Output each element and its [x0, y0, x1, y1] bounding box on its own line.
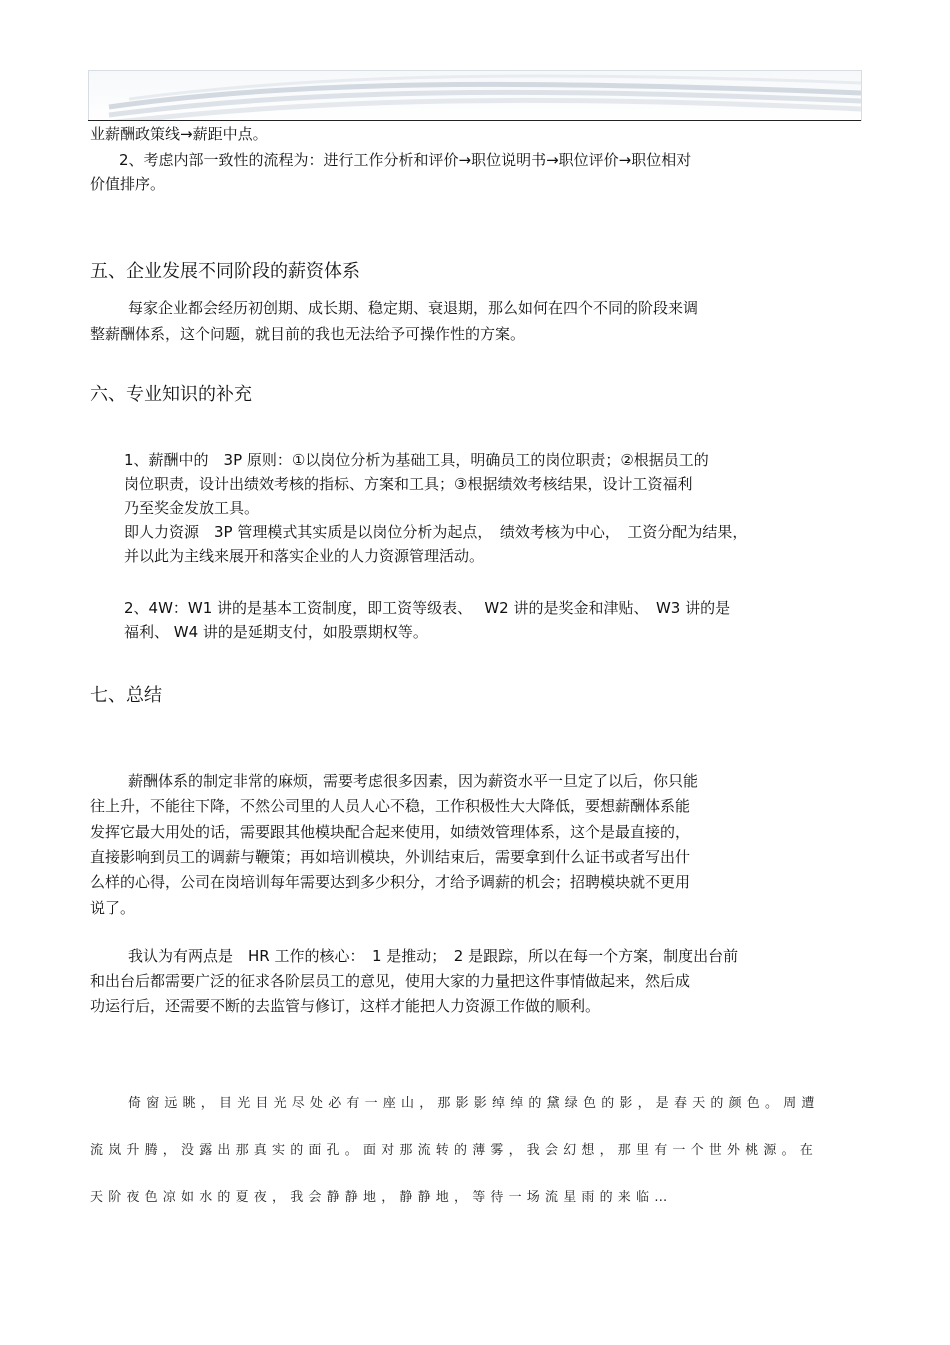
- closing-line: 流岚升腾，没露出那真实的面孔。面对那流转的薄雾，我会幻想，那里有一个世外桃源。在: [90, 1143, 819, 1158]
- continuation-line: 业薪酬政策线→薪距中点。: [90, 125, 268, 143]
- list-item-line: 即人力资源 3P 管理模式其实质是以岗位分析为起点， 绩效考核为中心， 工资分配为结果，: [124, 523, 748, 541]
- section-heading: 六、专业知识的补充: [90, 384, 252, 405]
- list-item-line: 福利、 W4 讲的是延期支付，如股票期权等。: [124, 623, 428, 641]
- list-item-line: 1、薪酬中的 3P 原则：①以岗位分析为基础工具，明确员工的岗位职责；②根据员工的: [124, 451, 709, 469]
- page-header-banner: [88, 70, 862, 121]
- section-heading: 七、总结: [90, 685, 162, 706]
- paragraph-line: 整薪酬体系，这个问题，就目前的我也无法给予可操作性的方案。: [90, 325, 526, 343]
- list-item-line: 岗位职责，设计出绩效考核的指标、方案和工具；③根据绩效考核结果，设计工资福利: [124, 475, 693, 493]
- paragraph-line: 每家企业都会经历初创期、成长期、稳定期、衰退期，那么如何在四个不同的阶段来调: [128, 299, 699, 317]
- list-item-line: 乃至奖金发放工具。: [124, 499, 260, 517]
- list-item-line: 2、4W：W1 讲的是基本工资制度，即工资等级表、 W2 讲的是奖金和津贴、 W3 讲的是: [124, 599, 731, 617]
- paragraph-line: 功运行后，还需要不断的去监管与修订，这样才能把人力资源工作做的顺利。: [90, 997, 601, 1015]
- list-item-line: 并以此为主线来展开和落实企业的人力资源管理活动。: [124, 547, 485, 565]
- paragraph-line: 薪酬体系的制定非常的麻烦，需要考虑很多因素，因为薪资水平一旦定了以后，你只能: [128, 772, 699, 790]
- closing-line: 倚窗远眺，目光目光尽处必有一座山，那影影绰绰的黛绿色的影，是春天的颜色。周遭: [128, 1096, 820, 1111]
- paragraph-line: 么样的心得，公司在岗培训每年需要达到多少积分，才给予调薪的机会；招聘模块就不更用: [90, 873, 691, 891]
- section-heading: 五、企业发展不同阶段的薪资体系: [90, 261, 360, 282]
- header-divider: [88, 120, 861, 121]
- wave-decoration-icon: [89, 71, 861, 121]
- paragraph-line: 我认为有两点是 HR 工作的核心： 1 是推动； 2 是跟踪，所以在每一个方案，制度出台前: [128, 947, 739, 965]
- paragraph-line: 说了。: [90, 899, 136, 917]
- continuation-line: 2、考虑内部一致性的流程为：进行工作分析和评价→职位说明书→职位评价→职位相对: [119, 151, 692, 169]
- closing-line: 天阶夜色凉如水的夏夜，我会静静地，静静地，等待一场流星雨的来临…: [90, 1190, 673, 1205]
- continuation-line: 价值排序。: [90, 175, 166, 193]
- paragraph-line: 往上升，不能往下降，不然公司里的人员人心不稳，工作积极性大大降低，要想薪酬体系能: [90, 797, 691, 815]
- paragraph-line: 和出台后都需要广泛的征求各阶层员工的意见，使用大家的力量把这件事情做起来，然后成: [90, 972, 691, 990]
- paragraph-line: 发挥它最大用处的话，需要跟其他模块配合起来使用，如绩效管理体系，这个是最直接的，: [90, 823, 691, 841]
- paragraph-line: 直接影响到员工的调薪与鞭策；再如培训模块，外训结束后，需要拿到什么证书或者写出什: [90, 848, 691, 866]
